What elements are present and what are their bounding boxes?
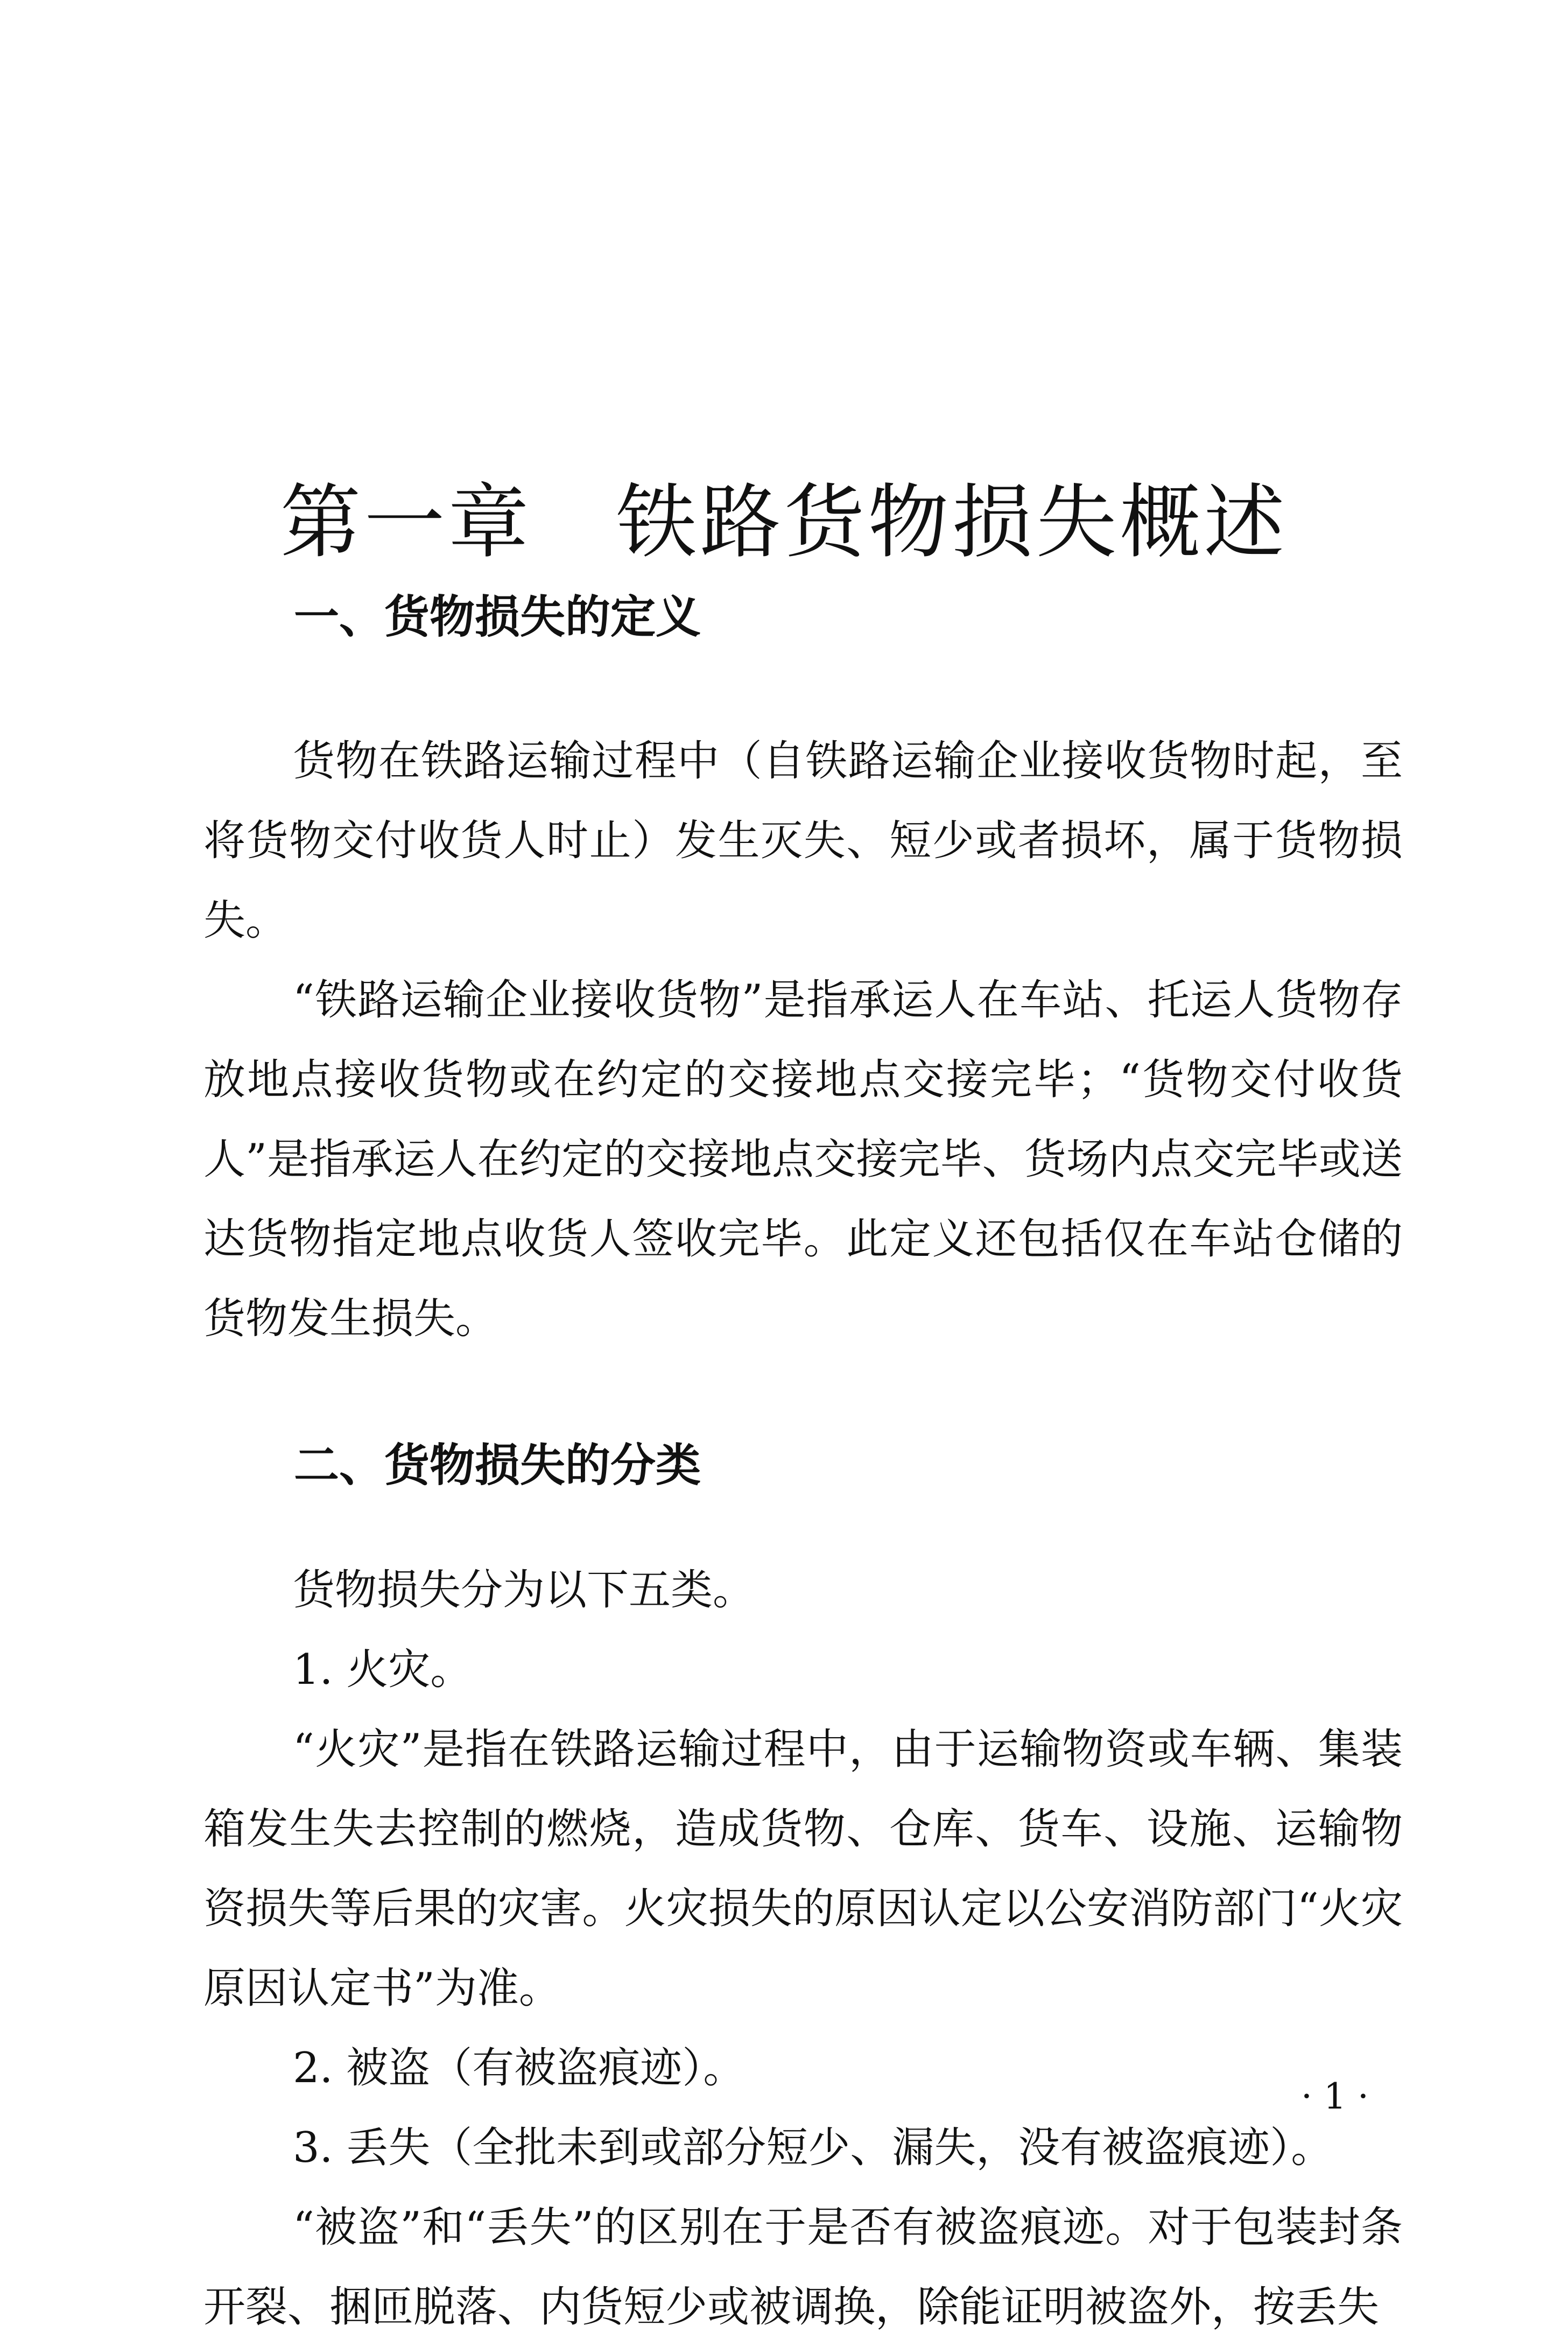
paragraph: “火灾”是指在铁路运输过程中，由于运输物资或车辆、集装箱发生失去控制的燃烧，造成货物、仓库、货车、设施、运输物资损失等后果的灾害。火灾损失的原因认定以公安消防部门“火灾原因认定书”为准。 xyxy=(203,1725,1403,2013)
paragraph: 货物损失分为以下五类。 xyxy=(293,1566,755,1614)
paragraph: “铁路运输企业接收货物”是指承运人在车站、托运人货物存放地点接收货物或在约定的交接地点交接完毕；“货物交付收货人”是指承运人在约定的交接地点交接完毕、货场内点交完毕或送达货物指定地点收货人签收完毕。此定义还包括仅在车站仓储的货物发生损失。 xyxy=(203,976,1403,1343)
paragraph: “被盗”和“丢失”的区别在于是否有被盗痕迹。对于包装封条开裂、捆匝脱落、内货短少或被调换，除能证明被盗外，按丢失 xyxy=(203,2203,1403,2331)
chapter-title: 第一章 铁路货物损失概述 xyxy=(280,475,1288,570)
page-body xyxy=(203,581,1403,2347)
section-heading-definition: 一、货物损失的定义 xyxy=(294,591,701,643)
list-item-loss: 3. 丢失（全批未到或部分短少、漏失，没有被盗痕迹）。 xyxy=(293,2124,1333,2172)
list-item-fire: 1. 火灾。 xyxy=(293,1646,473,1694)
list-item-theft: 2. 被盗（有被盗痕迹）。 xyxy=(293,2044,746,2092)
paragraph: 货物在铁路运输过程中（自铁路运输企业接收货物时起，至将货物交付收货人时止）发生灭失、短少或者损坏，属于货物损失。 xyxy=(203,737,1403,945)
section-heading-classification: 二、货物损失的分类 xyxy=(294,1439,701,1492)
page-number: · 1 · xyxy=(1301,2076,1369,2117)
